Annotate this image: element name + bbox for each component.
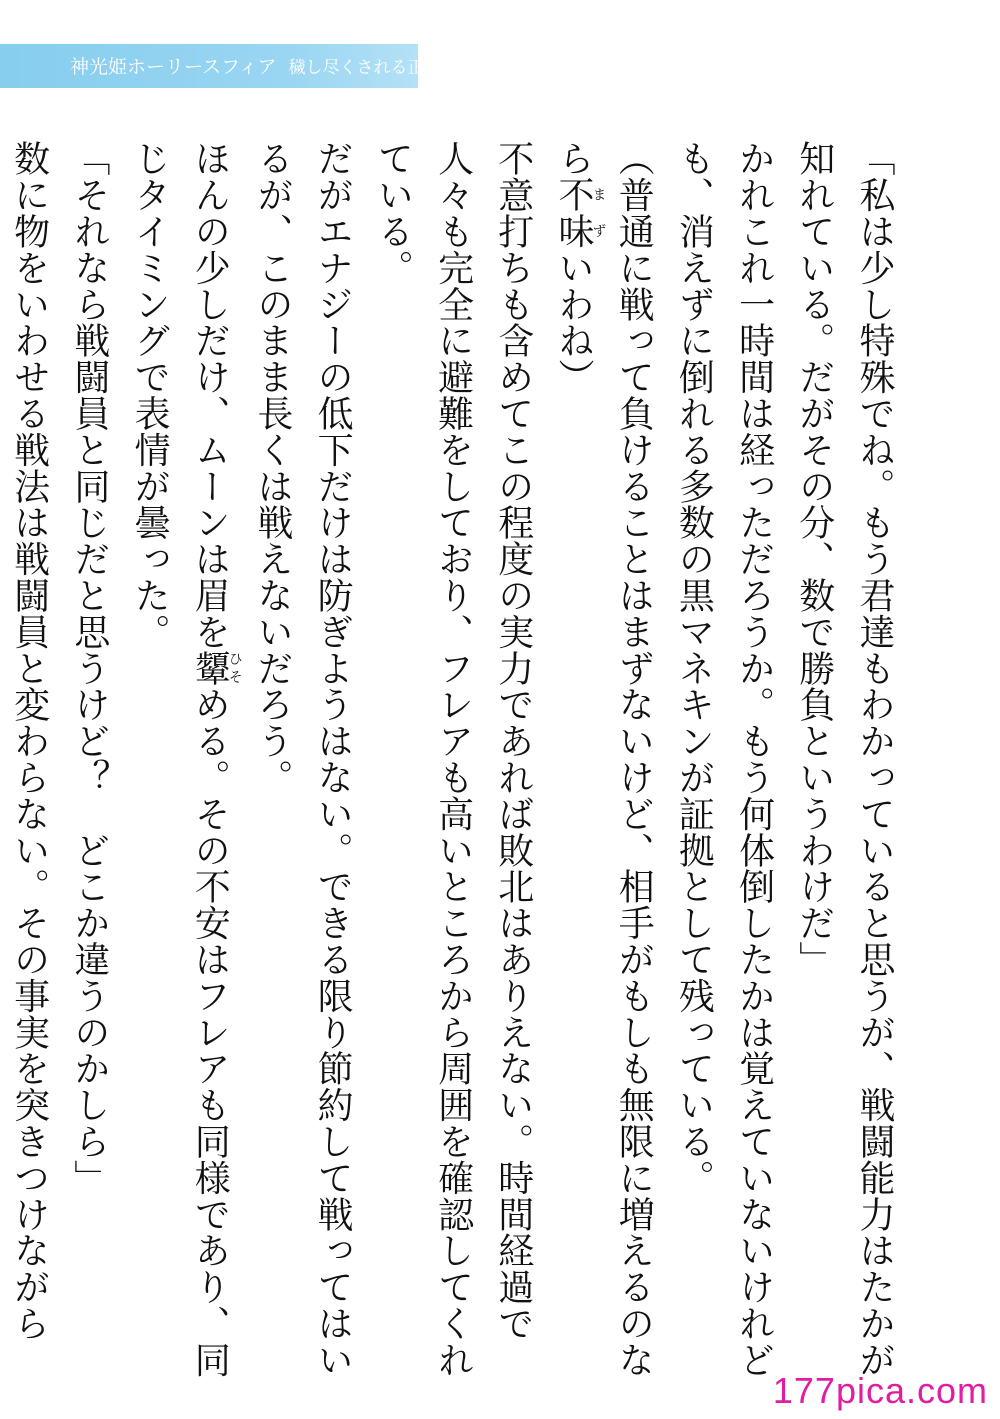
paragraph-8: 数に物をいわせる戦法は戦闘員と変わらない。その事実を突きつけながら	[8, 140, 50, 1342]
paragraph-3: （普通に戦って負けることはまずないけど、相手がもしも無限に増えるのなら不味まずいわね）	[552, 140, 655, 1378]
book-title: 神光姫ホーリースフィア	[70, 56, 277, 78]
paragraph-2: かれこれ一時間は経っただろうか。もう何体倒したかは覚えていないけれども、消えずに倒れる多数の黒マネキンが証拠として残っている。	[673, 140, 775, 1378]
paragraph-4: 不意打ちも含めてこの程度の実力であれば敗北はありえない。時間経過で人々も完全に避難をしており、フレアも高いところから周囲を確認してくれている。	[372, 140, 534, 1378]
site-watermark: 177pica.com	[772, 1370, 988, 1411]
paragraph-6: ほんの少しだけ、ムーンは眉を顰ひそめる。その不安はフレアも同様であり、同じタイミングで表情が曇った。	[129, 140, 243, 1378]
furigana-mazu: 不味まず	[552, 176, 607, 250]
running-header	[70, 53, 442, 81]
paragraph-1: 「私は少し特殊でね。もう君達もわかっていると思うが、戦闘能力はたかが知れている。だがその分、数で勝負というわけだ」	[793, 140, 895, 1378]
furigana-hiso: 顰ひそ	[189, 649, 243, 687]
paragraph-7: 「それなら戦闘員と同じだと思うけど？ どこか違うのかしら」	[68, 140, 110, 1196]
vertical-body-text	[0, 140, 904, 1390]
book-subtitle: 穢し尽くされる正義	[288, 58, 442, 78]
paragraph-5: だがエナジーの低下だけは防ぎようはない。できる限り節約して戦ってはいるが、このまま長くは戦えないだろう。	[251, 140, 354, 1378]
